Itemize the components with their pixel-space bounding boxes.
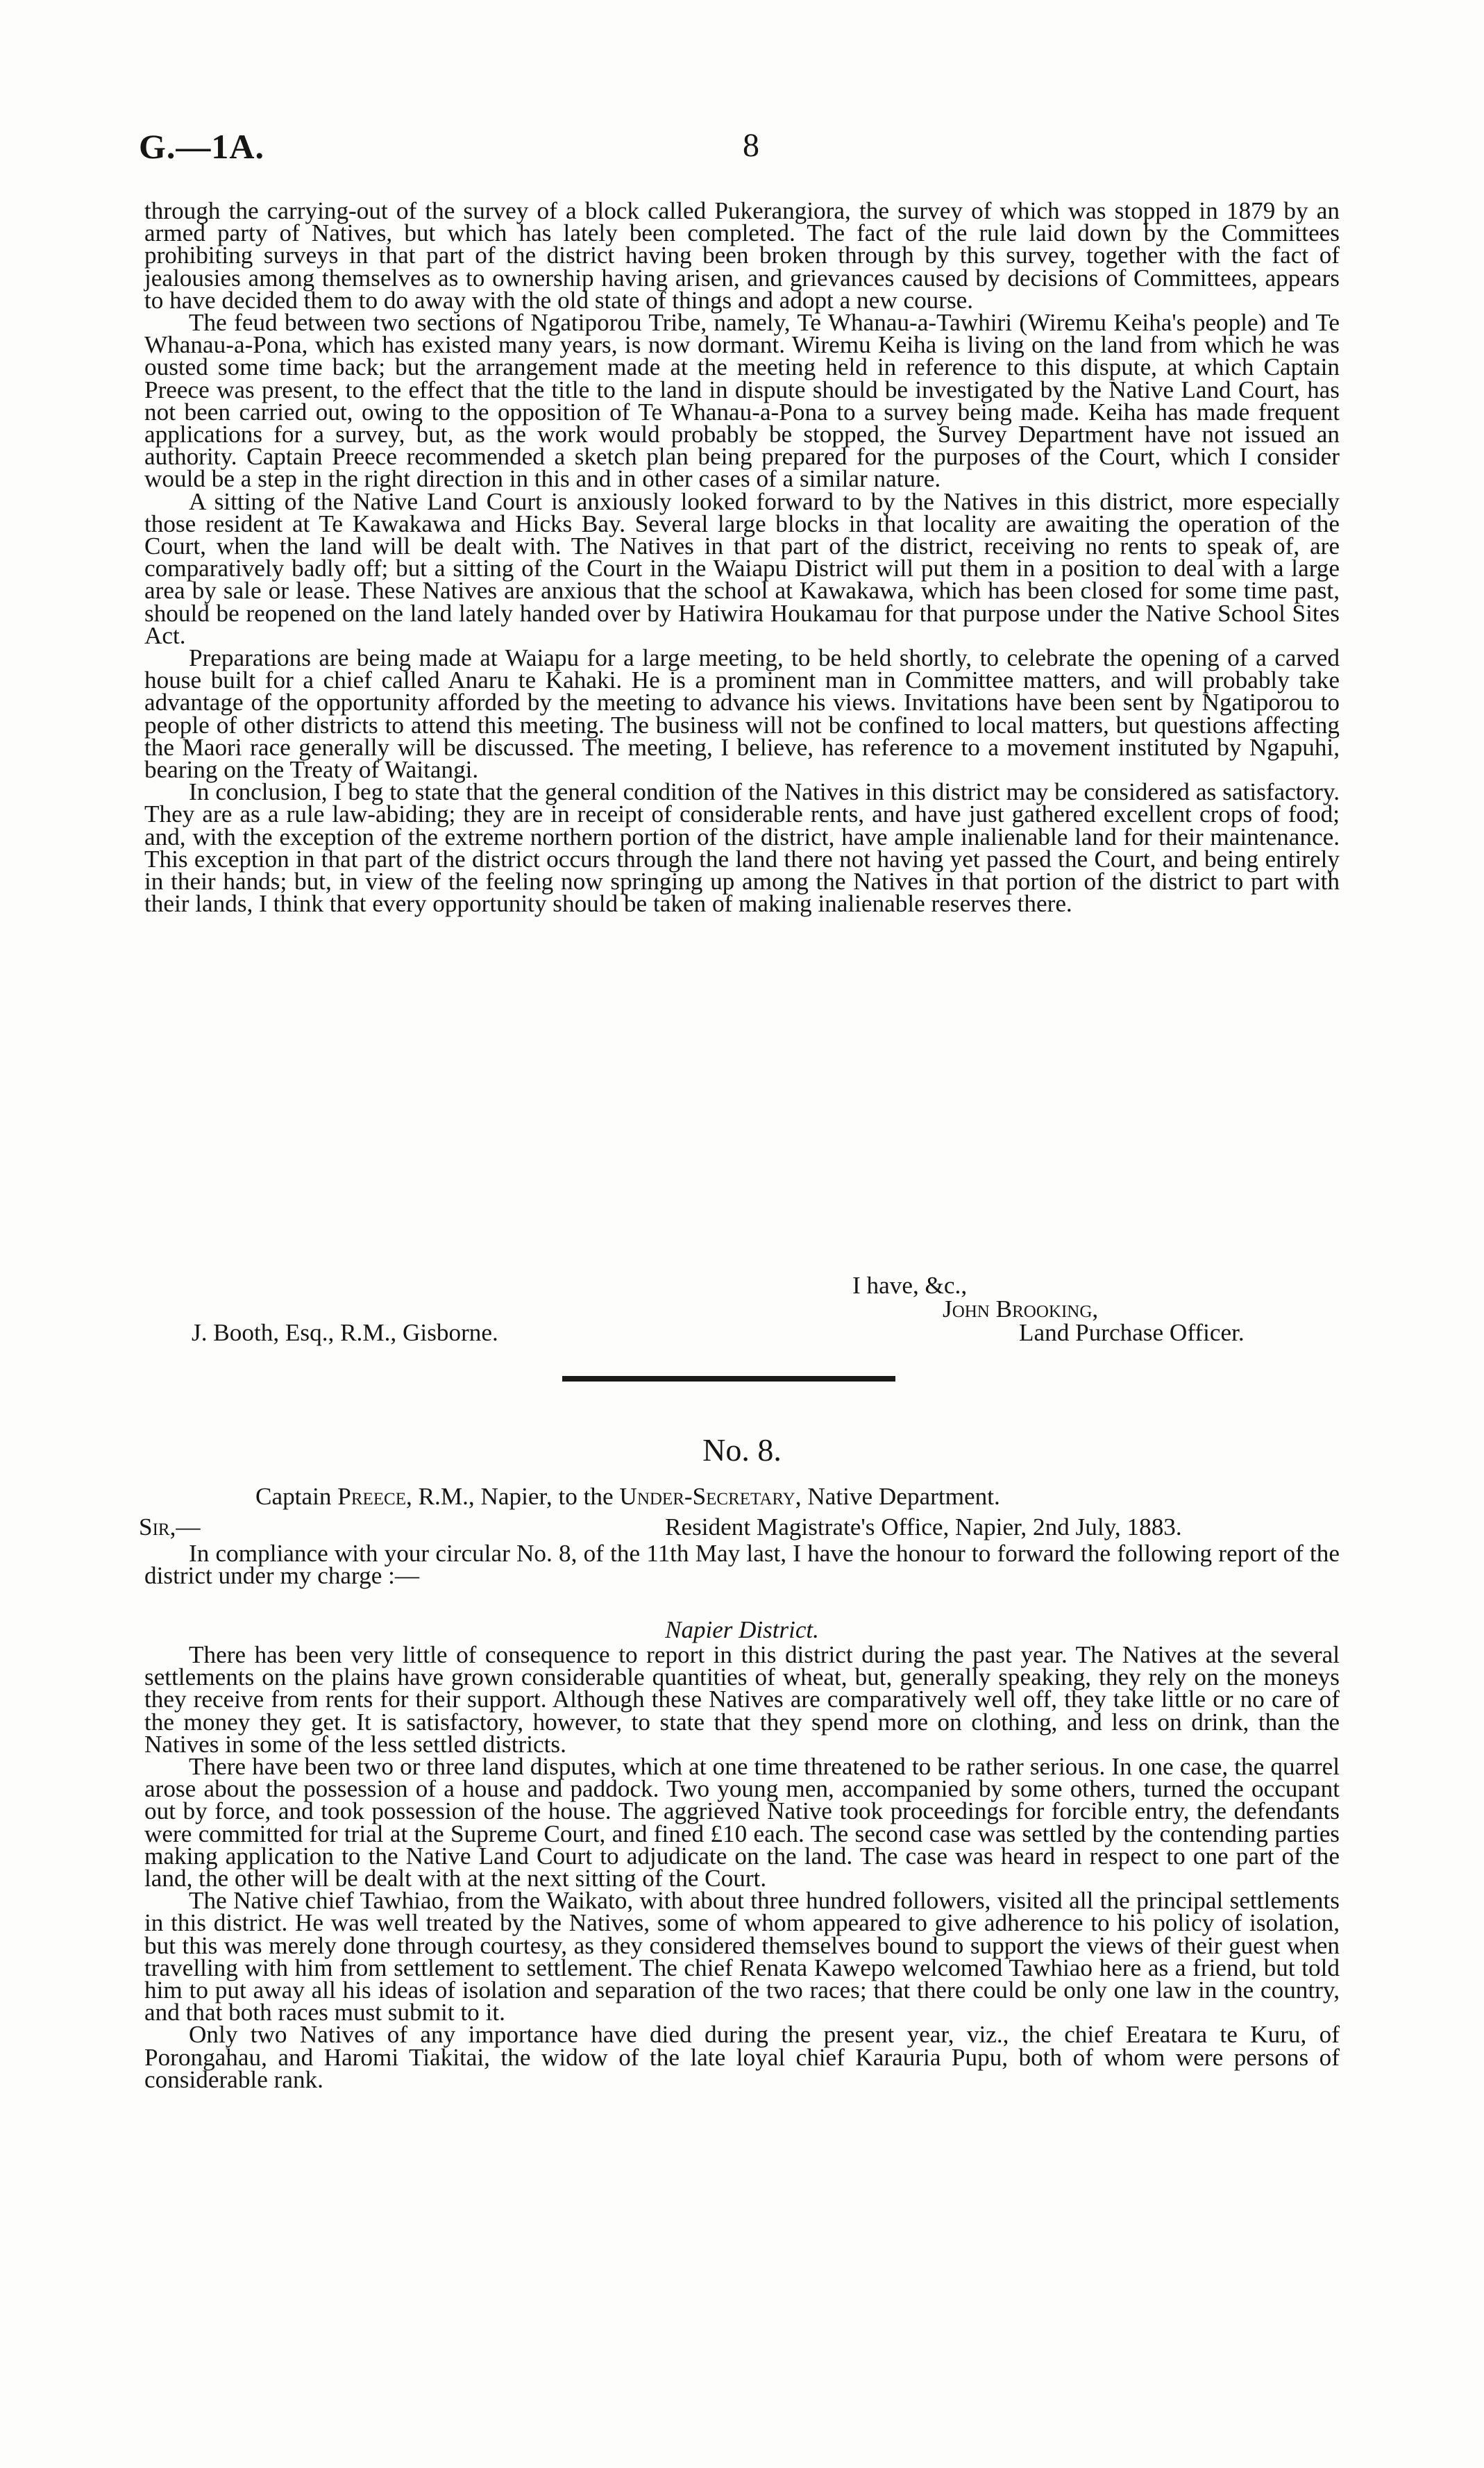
closing-i-have: I have, &c.,: [852, 1272, 968, 1299]
subject-prefix: Captain: [255, 1483, 338, 1510]
page-number: 8: [743, 127, 759, 164]
subject-mid: , R.M., Napier, to the: [405, 1483, 620, 1510]
compliance-paragraph-block: [144, 1540, 1340, 1590]
paragraph-land-disputes: There have been two or three land disputes, which at one time threatened to be rather serious. In one case, the quarrel arose about the possession of a house and paddock. Two young men, accompanied by some others, turned the occupant out by force, and took possession of the house. The aggrieved Native took proceedings for forcible entry, the defendants were committed for trial at the Supreme Court, and fined £10 each. The second case was settled by the contending parties making application to the Native Land Court to adjudicate on the land. The case was heard in respect to one part of the land, the other will be dealt with at the next sitting of the Court.: [144, 1753, 1340, 1892]
paragraph-compliance: In compliance with your circular No. 8, of the 11th May last, I have the honour to forward the following report of the district under my charge :—: [144, 1540, 1340, 1590]
paragraph-land-court: A sitting of the Native Land Court is anxiously looked forward to by the Natives in this district, more especially those resident at Te Kawakawa and Hicks Bay. Several large blocks in that locality are awaiting the operation of the Court, when the land will be dealt with. The Natives in that part of the district, receiving no rents to speak of, are comparatively badly off; but a sitting of the Court in the Waiapu District will put them in a position to deal with a large area by sale or lease. These Natives are anxious that the school at Kawakawa, which has been closed for some time past, should be reopened on the land lately handed over by Hatiwira Houkamau for that purpose under the Native School Sites Act.: [144, 487, 1340, 649]
addressee: J. Booth, Esq., R.M., Gisborne.: [192, 1319, 498, 1346]
paragraph-waiapu-meeting: Preparations are being made at Waiapu for a large meeting, to be held shortly, to celebrate the opening of a carved house built for a chief called Anaru te Kahaki. He is a prominent man in Committee matters, and will probably take advantage of the opportunity afforded by the meeting to advance his views. Invitations have been sent by Ngatiporou to people of other districts to attend this meeting. The business will not be confined to local matters, but questions affecting the Maori race generally will be discussed. The meeting, I believe, has reference to a movement instituted by Ngapuhi, bearing on the Treaty of Waitangi.: [144, 644, 1340, 784]
report-continuation: [144, 197, 1340, 918]
napier-report-body: [144, 1641, 1340, 2093]
subject-suffix: , Native Department.: [795, 1483, 1000, 1510]
paragraph-continuation: through the carrying-out of the survey of a block called Pukerangiora, the survey of which was stopped in 1879 by an armed party of Natives, but which has lately been completed. The fact of the rule laid down by the Committees prohibiting surveys in that part of the district having been broken through by this survey, together with the fact of jealousies among themselves as to ownership having arisen, and grievances caused by decisions of Committees, appears to have decided them to do away with the old state of things and adopt a new course.: [144, 197, 1340, 314]
letter-subject-line: [255, 1483, 1000, 1511]
letter-number-heading: No. 8.: [702, 1432, 782, 1468]
signatory-name: John Brooking,: [943, 1295, 1099, 1323]
subject-from-name: Preece: [337, 1483, 406, 1510]
paragraph-little-consequence: There has been very little of consequence to report in this district during the past year. The Natives at the several settlements on the plains have grown considerable quantities of wheat, but, generally speaking, they rely on the moneys they receive from rents for their support. Although these Natives are comparatively well off, they take little or no care of the money they get. It is satisfactory, however, to state that they spend more on clothing, and less on drink, than the Natives in some of the less settled districts.: [144, 1641, 1340, 1758]
paragraph-deaths: Only two Natives of any importance have died during the present year, viz., the chief Ereatara te Kuru, of Porongahau, and Haromi Tiakitai, the widow of the late loyal chief Karauria Pupu, both of whom were persons of considerable rank.: [144, 2021, 1340, 2093]
paragraph-tawhiao-visit: The Native chief Tawhiao, from the Waikato, with about three hundred followers, visited all the principal settlements in this district. He was well treated by the Natives, some of whom appeared to give adherence to his policy of isolation, but this was merely done through courtesy, as they considered themselves bound to support the views of their guest when travelling with him from settlement to settlement. The chief Renata Kawepo welcomed Tawhiao here as a friend, but told him to put away all his ideas of isolation and separation of the two races; that there could be only one law in the country, and that both races must submit to it.: [144, 1887, 1340, 2026]
district-heading: Napier District.: [665, 1616, 819, 1643]
subject-to-name: Under-Secretary: [619, 1483, 795, 1510]
paragraph-conclusion: In conclusion, I beg to state that the general condition of the Natives in this district may be considered as satisfactory. They are as a rule law-abiding; they are in receipt of considerable rents, and have just gathered excellent crops of food; and, with the exception of the extreme northern portion of the district, have ample inalienable land for their maintenance. This exception in that part of the district occurs through the land there not having yet passed the Court, and being entirely in their hands; but, in view of the feeling now springing up among the Natives in that portion of the district to part with their lands, I think that every opportunity should be taken of making inalienable reserves there.: [144, 778, 1340, 918]
document-reference: G.—1A.: [139, 127, 264, 166]
paragraph-feud: The feud between two sections of Ngatiporou Tribe, namely, Te Whanau-a-Tawhiri (Wiremu Keiha's people) and Te Whanau-a-Pona, which has existed many years, is now dormant. Wiremu Keiha is living on the land from which he was ousted some time back; but the arrangement made at the meeting held in reference to this dispute, at which Captain Preece was present, to the effect that the title to the land in dispute should be investigated by the Native Land Court, has not been carried out, owing to the opposition of Te Whanau-a-Pona to a survey being made. Keiha has made frequent applications for a survey, but, as the work would probably be stopped, the Survey Department have not issued an authority. Captain Preece recommended a sketch plan being prepared for the purposes of the Court, which I consider would be a step in the right direction in this and in other cases of a similar nature.: [144, 309, 1340, 493]
letter-address-date: Resident Magistrate's Office, Napier, 2nd July, 1883.: [665, 1513, 1182, 1541]
salutation: Sir,—: [139, 1513, 201, 1541]
signatory-title: Land Purchase Officer.: [1019, 1319, 1245, 1346]
section-divider: [562, 1376, 895, 1382]
